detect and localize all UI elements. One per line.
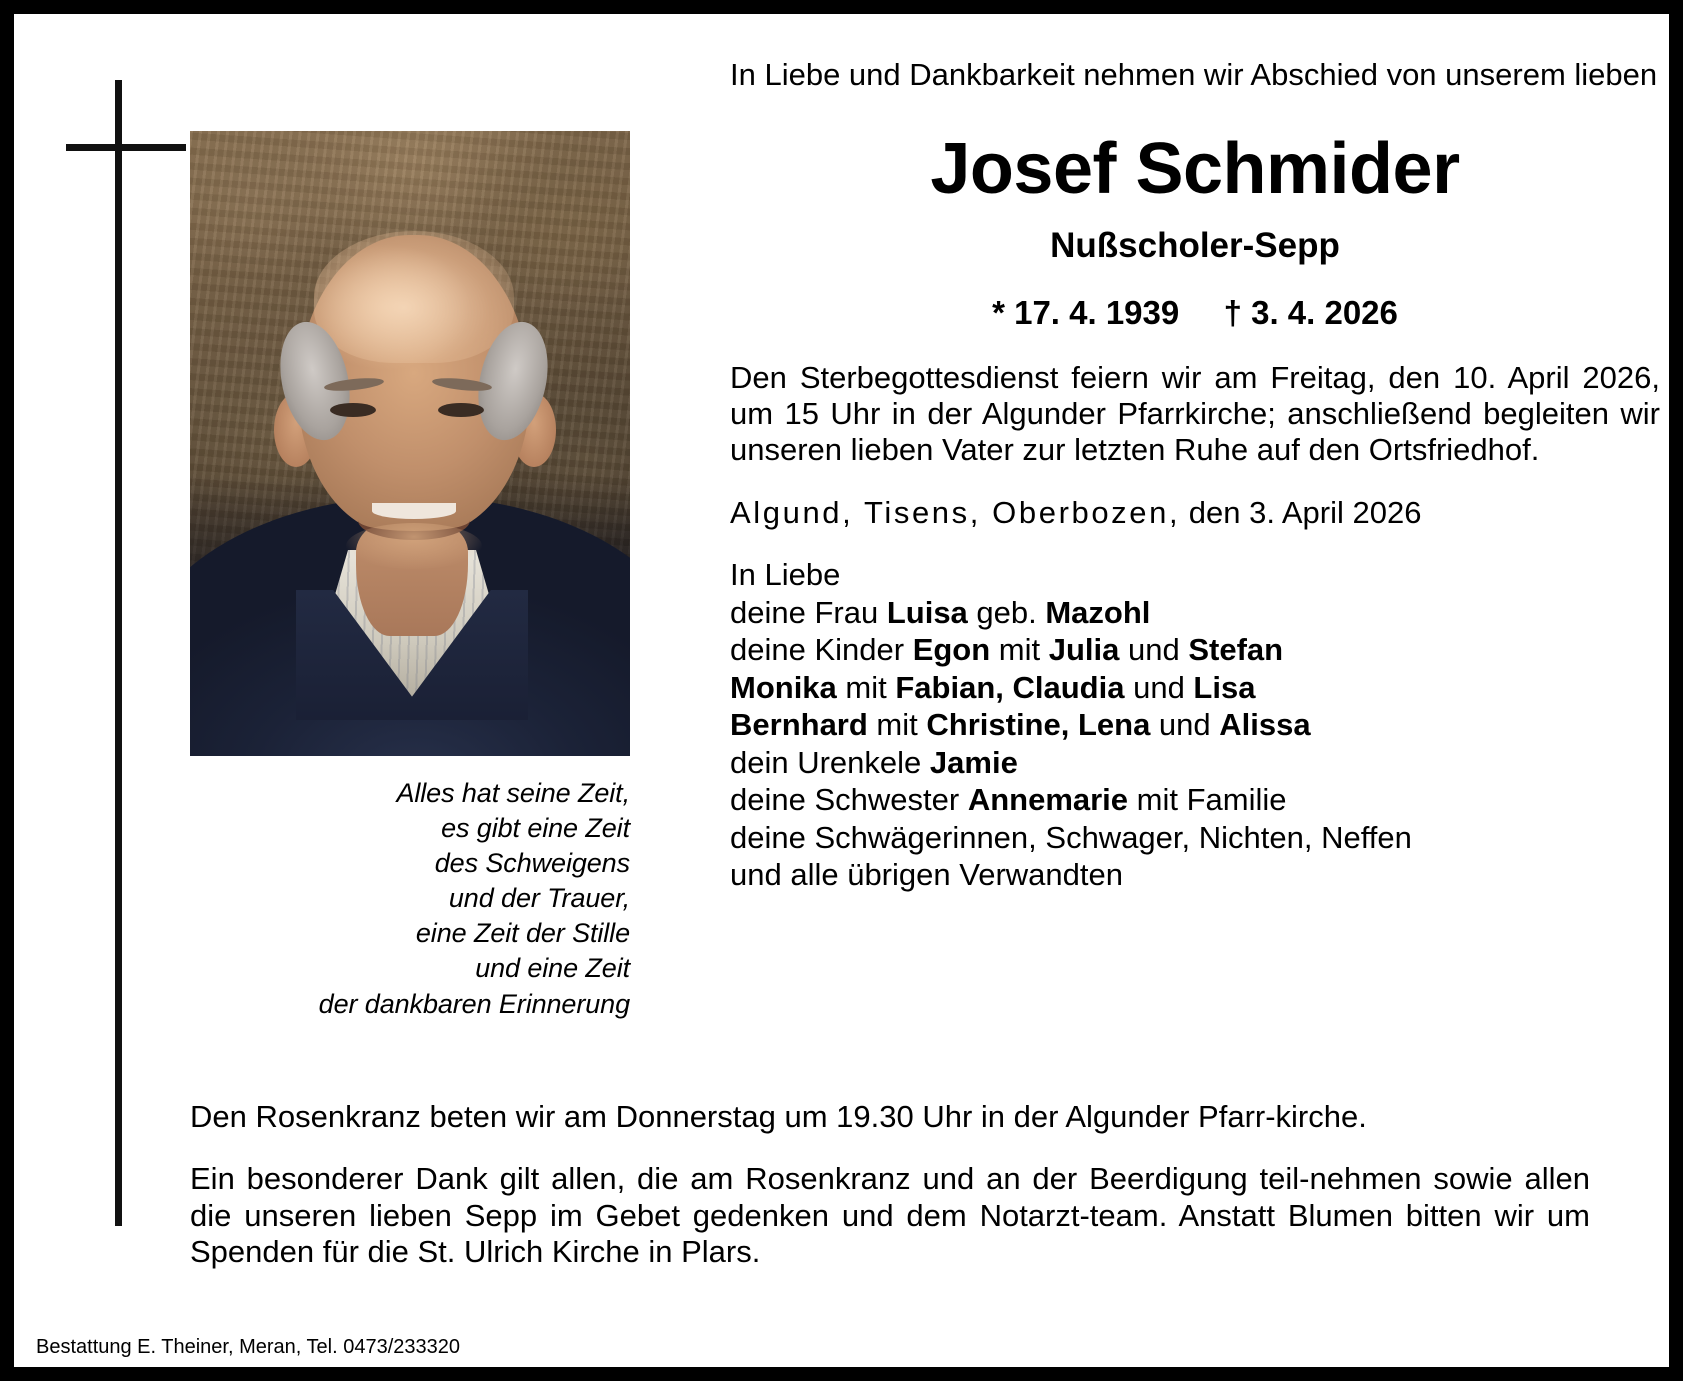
- memorial-poem: [190, 776, 630, 1022]
- place-names: Algund, Tisens, Oberbozen,: [730, 494, 1181, 530]
- poem-line: eine Zeit der Stille: [415, 918, 630, 949]
- family-member-name: Stefan: [1188, 632, 1284, 668]
- funeral-service-details: Den Sterbegottesdienst feiern wir am Freitag, den 10. April 2026, um 15 Uhr in der Algunder Pfarrkirche; anschließend begleiten wir unseren lieben Vater zur letzten Ruhe auf den Ortsfriedhof.: [730, 359, 1660, 468]
- family-line: [730, 669, 1660, 707]
- photo-chin: [346, 523, 482, 569]
- family-relation-text: deine Frau: [730, 594, 887, 630]
- family-relation-text: geb.: [967, 594, 1046, 630]
- rosary-paragraph: Den Rosenkranz beten wir am Donnerstag um 19.30 Uhr in der Algunder Pfarr-kirche.: [190, 1099, 1367, 1134]
- right-column: [730, 58, 1660, 894]
- family-line: [730, 706, 1660, 744]
- family-line: [730, 856, 1660, 894]
- family-member-name: Egon: [912, 632, 991, 668]
- family-member-name: Jamie: [929, 744, 1018, 780]
- family-member-name: Luisa: [886, 594, 968, 630]
- family-member-name: Alissa: [1219, 707, 1311, 743]
- family-relation-text: deine Schwester: [730, 782, 968, 818]
- family-relation-text: und: [1119, 632, 1189, 668]
- family-line: [730, 631, 1660, 669]
- family-relation-text: und alle übrigen Verwandten: [730, 857, 1123, 893]
- family-relation-text: deine Schwägerinnen, Schwager, Nichten, Neffen: [730, 819, 1412, 855]
- family-relation-text: mit Familie: [1128, 782, 1287, 818]
- thanks-paragraph: Ein besonderer Dank gilt allen, die am Rosenkranz und an der Beerdigung teil-nehmen sowie allen die unseren lieben Sepp im Gebet gedenken und dem Notarzt-team. Anstatt Blumen bitten wir um Spenden für die St. Ulrich Kirche in Plars.: [190, 1161, 1590, 1269]
- family-relation-text: und: [1150, 707, 1220, 743]
- family-relation-text: und: [1124, 669, 1194, 705]
- poem-line: und der Trauer,: [448, 883, 630, 914]
- family-member-name: Mazohl: [1045, 594, 1151, 630]
- life-dates: [730, 294, 1660, 332]
- poem-line: es gibt eine Zeit: [441, 813, 630, 844]
- family-relation-text: mit: [867, 707, 927, 743]
- family-member-name: Monika: [730, 669, 837, 705]
- notice-date: den 3. April 2026: [1180, 494, 1422, 530]
- farewell-intro-text: In Liebe und Dankbarkeit nehmen wir Abschied von unserem lieben: [730, 57, 1658, 92]
- poem-line: der dankbaren Erinnerung: [318, 988, 630, 1019]
- family-members: [730, 594, 1660, 894]
- family-line: [730, 594, 1660, 632]
- cross-horizontal-bar: [66, 144, 186, 151]
- family-line: [730, 744, 1660, 782]
- photo-scalp: [314, 231, 514, 363]
- family-member-name: Bernhard: [730, 707, 868, 743]
- birth-date: * 17. 4. 1939: [992, 293, 1180, 331]
- deceased-name: Josef Schmider: [930, 128, 1460, 209]
- photo-eye-right: [438, 403, 484, 417]
- family-relation-text: deine Kinder: [730, 632, 913, 668]
- family-member-name: Julia: [1048, 632, 1120, 668]
- poem-line: Alles hat seine Zeit,: [396, 778, 630, 808]
- poem-line: und eine Zeit: [475, 953, 630, 984]
- deceased-nickname: Nußscholer-Sepp: [1050, 225, 1340, 265]
- photo-nose: [388, 423, 440, 497]
- photo-eye-left: [330, 403, 376, 417]
- family-heading: In Liebe: [730, 557, 841, 593]
- closing-notes: [190, 1099, 1590, 1270]
- family-relation-text: dein Urenkele: [730, 744, 930, 780]
- place-and-date-line: [730, 495, 1660, 531]
- cross-vertical-bar: [115, 80, 122, 1226]
- obituary-notice: [14, 14, 1669, 1367]
- deceased-portrait-photo: [190, 131, 630, 756]
- family-line: [730, 781, 1660, 819]
- family-member-name: Fabian, Claudia: [895, 669, 1125, 705]
- family-list: [730, 556, 1660, 894]
- family-member-name: Lisa: [1193, 669, 1256, 705]
- family-line: [730, 819, 1660, 857]
- left-column: [190, 131, 630, 1022]
- poem-line: des Schweigens: [434, 848, 630, 879]
- funeral-home-credit: Bestattung E. Theiner, Meran, Tel. 0473/233320: [36, 1336, 461, 1358]
- family-member-name: Annemarie: [967, 782, 1129, 818]
- family-relation-text: mit: [990, 632, 1049, 668]
- family-relation-text: mit: [836, 669, 896, 705]
- family-member-name: Christine, Lena: [926, 707, 1151, 743]
- death-date: † 3. 4. 2026: [1223, 293, 1398, 331]
